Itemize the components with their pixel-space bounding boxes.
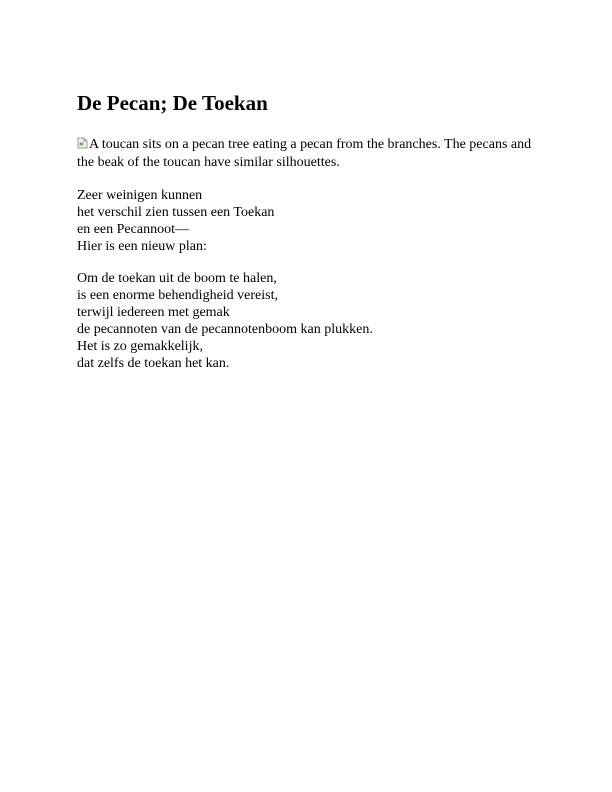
- poem-line: terwijl iedereen met gemak: [77, 305, 230, 320]
- poem-line: Zeer weinigen kunnen: [77, 188, 203, 203]
- page-title: De Pecan; De Toekan: [77, 91, 268, 115]
- poem-line: Om de toekan uit de boom te halen,: [77, 271, 277, 286]
- poem-line: Het is zo gemakkelijk,: [77, 339, 203, 354]
- poem-stanza-1: [77, 187, 537, 255]
- image-placeholder: [77, 136, 537, 172]
- poem-line: is een enorme behendigheid vereist,: [77, 288, 278, 303]
- document-page: [77, 88, 537, 387]
- image-alt-text: A toucan sits on a pecan tree eating a pecan from the branches. The pecans and the beak of the toucan have similar silhouettes.: [77, 137, 532, 170]
- broken-image-icon: [77, 137, 88, 149]
- poem-line: Hier is een nieuw plan:: [77, 239, 207, 254]
- poem-line: dat zelfs de toekan het kan.: [77, 356, 230, 371]
- poem-line: de pecannoten van de pecannotenboom kan plukken.: [77, 322, 373, 337]
- poem-line: het verschil zien tussen een Toekan: [77, 205, 275, 220]
- poem-stanza-2: [77, 270, 537, 372]
- poem-line: en een Pecannoot—: [77, 222, 189, 237]
